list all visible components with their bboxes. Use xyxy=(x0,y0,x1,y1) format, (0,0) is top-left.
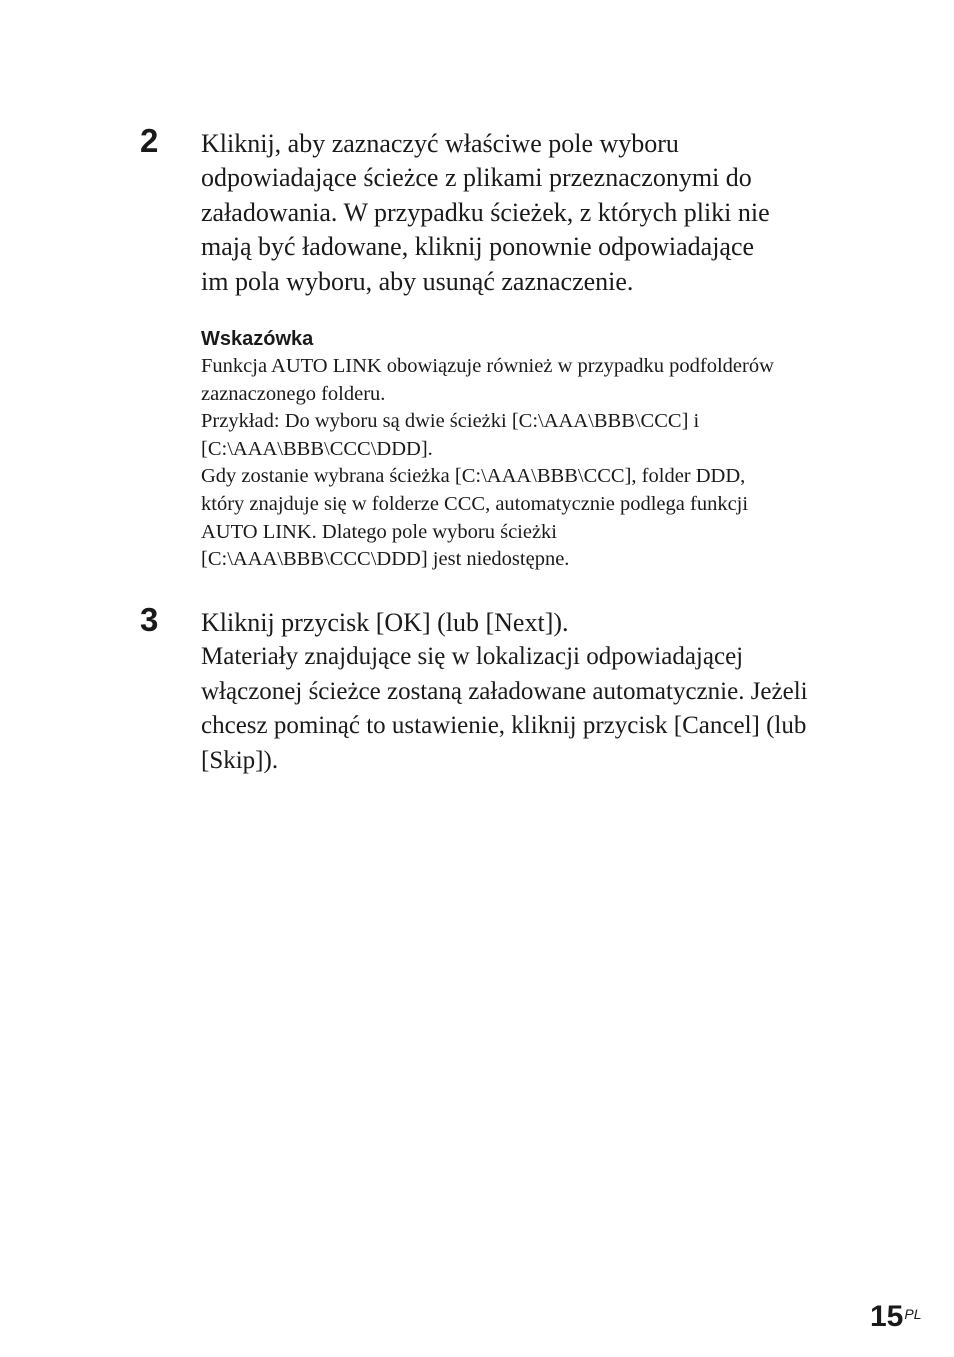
step-instruction-line: załadowania. W przypadku ścieżek, z których pliki nie xyxy=(201,197,770,227)
tip-text-line: [C:\AAA\BBB\CCC\DDD]. xyxy=(201,437,433,460)
page-number: 15 xyxy=(870,1300,904,1333)
step-instruction-line: Kliknij przycisk [OK] (lub [Next]). xyxy=(201,608,569,637)
tip-heading: Wskazówka xyxy=(201,328,314,351)
step-instruction-line: im pola wyboru, aby usunąć zaznaczenie. xyxy=(201,266,634,296)
step-body xyxy=(201,606,891,778)
tip-text-line: zaznaczonego folderu. xyxy=(201,382,386,405)
tip-text-line: AUTO LINK. Dlatego pole wyboru ścieżki xyxy=(201,520,558,543)
page-language-code: PL xyxy=(904,1306,922,1322)
step-description-line: [Skip]). xyxy=(201,746,279,774)
tip-text-line: Przykład: Do wyboru są dwie ścieżki [C:\AAA\BBB\CCC] i xyxy=(201,410,700,433)
tip-section xyxy=(201,325,891,574)
tip-text-line: Gdy zostanie wybrana ścieżka [C:\AAA\BBB\CCC], folder DDD, xyxy=(201,465,746,488)
tip-text-line: [C:\AAA\BBB\CCC\DDD] jest niedostępne. xyxy=(201,548,570,571)
step-instruction-line: Kliknij, aby zaznaczyć właściwe pole wyboru xyxy=(201,129,679,158)
step-description-line: chcesz pominąć to ustawienie, kliknij przycisk [Cancel] (lub xyxy=(201,712,807,740)
tip-text-line: Funkcja AUTO LINK obowiązuje również w przypadku podfolderów xyxy=(201,355,774,378)
step-number: 2 xyxy=(140,122,159,159)
tip-text-line: który znajduje się w folderze CCC, automatycznie podlega funkcji xyxy=(201,493,749,515)
page-footer xyxy=(870,1302,922,1332)
step-description-line: włączonej ścieżce zostaną załadowane automatycznie. Jeżeli xyxy=(201,677,808,705)
step-instruction-line: mają być ładowane, kliknij ponownie odpowiadające xyxy=(201,232,755,262)
step-instruction-line: odpowiadające ścieżce z plikami przeznaczonymi do xyxy=(201,163,752,193)
step-body xyxy=(201,127,891,574)
step-number: 3 xyxy=(140,601,159,638)
step-description-line: Materiały znajdujące się w lokalizacji odpowiadającej xyxy=(201,643,744,671)
